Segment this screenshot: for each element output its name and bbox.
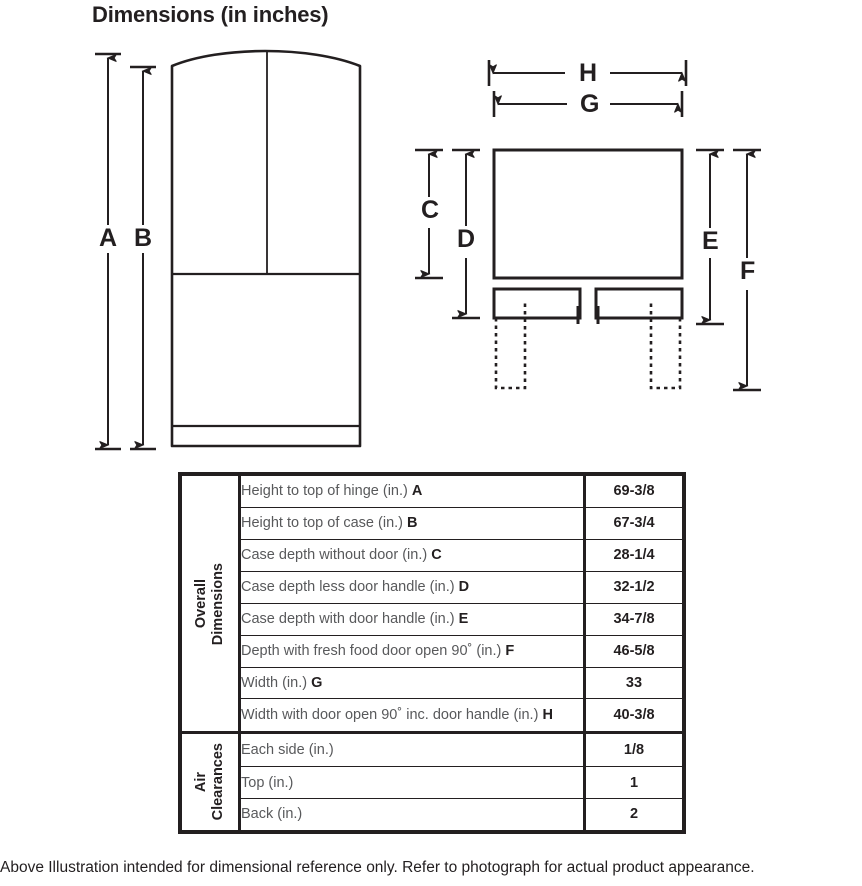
table-cell-label <box>240 667 585 699</box>
table-row <box>182 476 683 508</box>
dimension-reference-letter: B <box>407 515 418 532</box>
dimension-description: Height to top of hinge (in.) <box>241 483 408 500</box>
dimension-description: Each side (in.) <box>241 742 334 759</box>
table-cell-label <box>240 507 585 539</box>
dimension-description: Back (in.) <box>241 806 303 823</box>
dimension-reference-letter: H <box>542 707 553 724</box>
dimension-description: Case depth with door handle (in.) <box>241 611 455 628</box>
table-cell-value: 2 <box>585 798 683 830</box>
dimension-reference-letter: D <box>458 579 470 596</box>
dimension-label-a: A <box>99 224 118 252</box>
table-row <box>182 603 683 635</box>
dimension-label-e: E <box>702 227 719 255</box>
table-cell-value: 67-3/4 <box>585 507 683 539</box>
table-cell-value: 32-1/2 <box>585 571 683 603</box>
dimension-label-c: C <box>421 196 440 224</box>
table-cell-label <box>240 798 585 830</box>
dimension-description: Height to top of case (in.) <box>241 515 403 532</box>
dimensions-spec-table <box>178 472 686 834</box>
group-label-line: Dimensions <box>209 562 226 645</box>
top-view-drawing <box>494 150 682 388</box>
table-row <box>182 667 683 699</box>
table-cell-value: 28-1/4 <box>585 539 683 571</box>
table-cell-value: 1/8 <box>585 733 683 767</box>
table-row <box>182 507 683 539</box>
dimension-reference-letter: A <box>411 483 423 500</box>
table-row <box>182 635 683 667</box>
table-cell-value: 34-7/8 <box>585 603 683 635</box>
dimension-reference-letter: E <box>458 611 469 628</box>
table-row <box>182 798 683 830</box>
table-group-label <box>182 733 240 831</box>
table-cell-value: 40-3/8 <box>585 699 683 733</box>
table-cell-value: 69-3/8 <box>585 476 683 508</box>
cabinet-outline <box>172 51 360 446</box>
dimension-description: Depth with fresh food door open 90˚ (in.) <box>241 643 502 660</box>
dimension-reference-letter: F <box>505 643 515 660</box>
dimension-description: Width with door open 90˚ inc. door handle (in.) <box>241 707 539 724</box>
table-cell-label <box>240 603 585 635</box>
dimension-label-d: D <box>457 225 476 253</box>
table-cell-label <box>240 733 585 767</box>
case-body-rect <box>494 150 682 278</box>
footer-disclaimer: Above Illustration intended for dimensional reference only. Refer to photograph for actual product appearance. <box>0 859 755 876</box>
dimension-label-b: B <box>134 224 153 252</box>
front-view-drawing <box>172 51 360 446</box>
table-row <box>182 699 683 733</box>
group-label-line: Clearances <box>209 743 226 821</box>
dimension-label-h: H <box>579 59 598 87</box>
table-cell-label <box>240 539 585 571</box>
table-row <box>182 767 683 799</box>
table-cell-label <box>240 635 585 667</box>
dimension-description: Case depth without door (in.) <box>241 547 428 564</box>
table-cell-label <box>240 767 585 799</box>
dimension-description: Top (in.) <box>241 774 294 791</box>
table-row <box>182 571 683 603</box>
dimension-description: Width (in.) <box>241 674 308 691</box>
right-door-rect <box>596 289 682 318</box>
page-title: Dimensions (in inches) <box>92 2 329 27</box>
table-cell-label <box>240 571 585 603</box>
dimension-reference-letter: G <box>311 674 323 691</box>
dimension-label-f: F <box>740 257 756 285</box>
group-label-line: Air <box>192 772 209 793</box>
table-group-label <box>182 476 240 733</box>
table-cell-label <box>240 699 585 733</box>
group-label-line: Overall <box>192 579 209 629</box>
dimension-label-g: G <box>580 90 600 118</box>
table-cell-label <box>240 476 585 508</box>
table-cell-value: 33 <box>585 667 683 699</box>
table-cell-value: 1 <box>585 767 683 799</box>
table-row <box>182 733 683 767</box>
dimension-description: Case depth less door handle (in.) <box>241 579 455 596</box>
left-door-rect <box>494 289 580 318</box>
table-row <box>182 539 683 571</box>
dimension-line-b <box>130 67 156 449</box>
dimension-reference-letter: C <box>431 547 442 564</box>
table-cell-value: 46-5/8 <box>585 635 683 667</box>
